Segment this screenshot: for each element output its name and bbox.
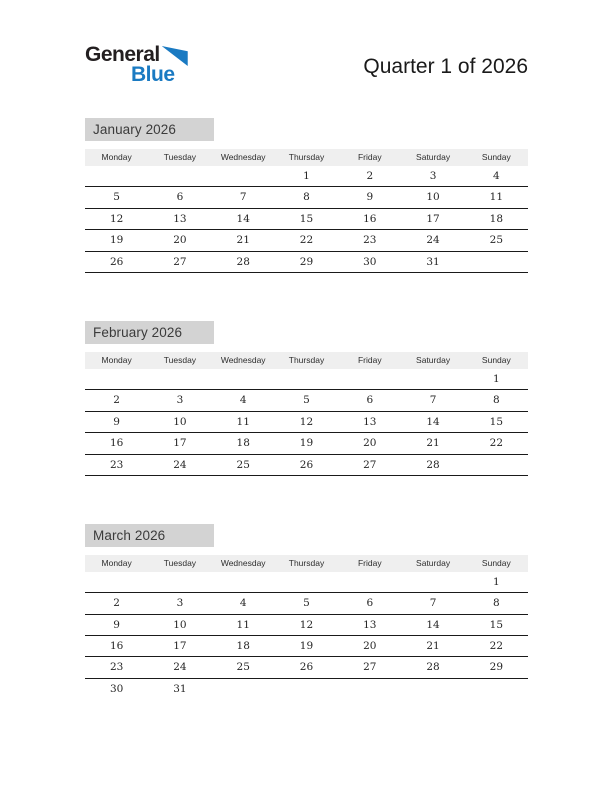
weekday-label: Wednesday (220, 557, 266, 568)
day-cell-empty (401, 572, 464, 592)
day-cell: 15 (489, 415, 504, 428)
day-cell-empty (212, 679, 275, 700)
day-cell-empty (275, 369, 338, 389)
day-cell-empty (338, 369, 401, 389)
month-table (85, 149, 528, 273)
weekday-label: Saturday (416, 354, 451, 365)
day-cell: 28 (426, 661, 440, 674)
month-section (85, 321, 528, 476)
day-cell: 23 (109, 458, 124, 471)
day-cell: 23 (363, 234, 377, 247)
day-cell: 6 (366, 394, 374, 407)
logo-text-general: General (85, 43, 160, 66)
day-cell: 20 (363, 437, 377, 450)
day-cell: 9 (366, 191, 374, 204)
day-cell: 20 (173, 234, 187, 247)
day-cell: 13 (363, 618, 377, 631)
day-cell-empty (148, 166, 211, 186)
month-title: February 2026 (85, 321, 214, 344)
day-cell: 18 (489, 212, 504, 225)
day-cell-empty (85, 369, 148, 389)
day-cell: 27 (363, 661, 377, 674)
day-cell: 30 (109, 682, 124, 695)
weekday-label: Friday (357, 152, 382, 162)
day-cell: 11 (236, 618, 250, 631)
day-cell: 12 (299, 415, 314, 428)
day-cell-empty (275, 572, 338, 592)
day-cell: 31 (173, 682, 187, 695)
week-row (85, 390, 528, 411)
day-cell: 29 (489, 661, 504, 674)
day-cell-empty (401, 679, 464, 700)
week-row (85, 455, 528, 476)
day-cell: 22 (299, 234, 314, 247)
day-cell: 2 (113, 597, 120, 610)
day-cell: 9 (113, 415, 120, 428)
day-cell: 21 (236, 234, 250, 247)
day-cell: 7 (429, 597, 437, 610)
weekday-label: Thursday (288, 354, 325, 365)
day-cell: 1 (493, 372, 500, 385)
day-cell: 15 (299, 212, 314, 225)
day-cell: 27 (363, 458, 377, 471)
day-cell: 16 (363, 212, 377, 225)
weekday-header-row (85, 352, 528, 369)
weekday-header-row (85, 149, 528, 166)
day-cell: 12 (299, 618, 314, 631)
weekday-label: Friday (357, 354, 382, 365)
month-table (85, 352, 528, 476)
day-cell: 4 (239, 597, 247, 610)
day-cell: 11 (489, 191, 504, 204)
day-cell: 5 (113, 191, 120, 204)
day-cell-empty (401, 369, 464, 389)
day-cell: 18 (236, 640, 250, 653)
week-row (85, 230, 528, 251)
day-cell: 8 (493, 597, 500, 610)
day-cell-empty (212, 369, 275, 389)
weekday-label: Tuesday (163, 557, 197, 568)
day-cell: 25 (489, 234, 504, 247)
day-cell: 16 (109, 640, 124, 653)
day-cell: 19 (299, 640, 314, 653)
day-cell-empty (212, 572, 275, 592)
day-cell: 25 (236, 458, 250, 471)
day-cell: 3 (176, 597, 184, 610)
week-row (85, 412, 528, 433)
day-cell: 4 (493, 170, 500, 182)
week-row (85, 679, 528, 700)
day-cell: 27 (173, 255, 187, 268)
day-cell: 14 (426, 618, 440, 631)
month-section (85, 524, 528, 700)
day-cell-empty (338, 679, 401, 700)
day-cell: 19 (109, 234, 124, 247)
day-cell: 23 (109, 661, 124, 674)
page-title: Quarter 1 of 2026 (363, 55, 528, 78)
day-cell-empty (148, 369, 211, 389)
weekday-label: Friday (357, 557, 382, 568)
day-cell-empty (275, 679, 338, 700)
weekday-header-row (85, 555, 528, 572)
day-cell-empty (148, 572, 211, 592)
weekday-label: Monday (101, 557, 132, 568)
weekday-label: Tuesday (163, 152, 197, 162)
day-cell: 4 (239, 394, 247, 407)
week-row (85, 615, 528, 636)
day-cell: 14 (236, 212, 250, 225)
weekday-label: Sunday (481, 152, 511, 162)
day-cell: 5 (303, 597, 310, 610)
weekday-label: Thursday (288, 557, 325, 568)
day-cell: 24 (426, 234, 440, 247)
day-cell: 29 (299, 255, 314, 268)
day-cell-empty (465, 455, 528, 475)
page-header (85, 44, 528, 85)
weekday-label: Monday (101, 152, 132, 162)
day-cell: 28 (236, 255, 250, 268)
week-row (85, 369, 528, 390)
day-cell: 24 (173, 661, 187, 674)
day-cell: 8 (493, 394, 500, 407)
week-row (85, 433, 528, 454)
week-row (85, 657, 528, 678)
day-cell-empty (465, 679, 528, 700)
day-cell-empty (85, 572, 148, 592)
month-title: January 2026 (85, 118, 214, 141)
week-row (85, 209, 528, 230)
day-cell: 10 (173, 415, 187, 428)
day-cell: 17 (173, 437, 187, 450)
day-cell: 25 (236, 661, 250, 674)
day-cell: 20 (363, 640, 377, 653)
week-row (85, 187, 528, 208)
general-blue-logo (85, 44, 188, 85)
day-cell: 9 (113, 618, 120, 631)
day-cell: 7 (429, 394, 437, 407)
week-row (85, 252, 528, 273)
logo-text-blue: Blue (131, 63, 175, 86)
week-row (85, 166, 528, 187)
day-cell: 3 (176, 394, 184, 407)
month-section (85, 118, 528, 273)
day-cell-empty (212, 166, 275, 186)
weekday-label: Sunday (481, 354, 511, 365)
day-cell: 24 (173, 458, 187, 471)
day-cell: 18 (236, 437, 250, 450)
day-cell: 28 (426, 458, 440, 471)
day-cell: 22 (489, 640, 504, 653)
day-cell: 21 (426, 640, 440, 653)
day-cell: 31 (426, 255, 440, 268)
day-cell: 16 (109, 437, 124, 450)
day-cell: 7 (239, 191, 247, 204)
day-cell: 15 (489, 618, 504, 631)
day-cell: 8 (303, 191, 310, 204)
day-cell: 17 (426, 212, 440, 225)
day-cell-empty (85, 166, 148, 186)
day-cell: 3 (429, 170, 437, 182)
week-row (85, 593, 528, 614)
day-cell: 14 (426, 415, 440, 428)
day-cell: 26 (299, 458, 314, 471)
day-cell: 22 (489, 437, 504, 450)
day-cell: 26 (299, 661, 314, 674)
weekday-label: Thursday (288, 152, 325, 162)
weekday-label: Monday (101, 354, 132, 365)
week-row (85, 572, 528, 593)
day-cell-empty (465, 252, 528, 272)
months-container (85, 118, 528, 700)
weekday-label: Sunday (481, 557, 511, 568)
day-cell: 6 (366, 597, 374, 610)
weekday-label: Wednesday (220, 354, 266, 365)
day-cell: 26 (109, 255, 124, 268)
day-cell: 21 (426, 437, 440, 450)
month-title: March 2026 (85, 524, 214, 547)
day-cell: 12 (109, 212, 124, 225)
weekday-label: Saturday (416, 557, 451, 568)
day-cell: 13 (173, 212, 187, 225)
day-cell: 17 (173, 640, 187, 653)
day-cell: 6 (176, 191, 184, 204)
day-cell: 11 (236, 415, 250, 428)
day-cell: 2 (113, 394, 120, 407)
month-table (85, 555, 528, 700)
day-cell-empty (338, 572, 401, 592)
day-cell: 5 (303, 394, 310, 407)
day-cell: 30 (363, 255, 377, 268)
weekday-label: Saturday (416, 152, 451, 162)
weekday-label: Wednesday (220, 152, 266, 162)
day-cell: 10 (173, 618, 187, 631)
day-cell: 2 (366, 170, 374, 182)
weekday-label: Tuesday (163, 354, 197, 365)
day-cell: 19 (299, 437, 314, 450)
week-row (85, 636, 528, 657)
day-cell: 1 (493, 575, 500, 588)
day-cell: 13 (363, 415, 377, 428)
day-cell: 10 (426, 191, 440, 204)
day-cell: 1 (303, 170, 310, 182)
